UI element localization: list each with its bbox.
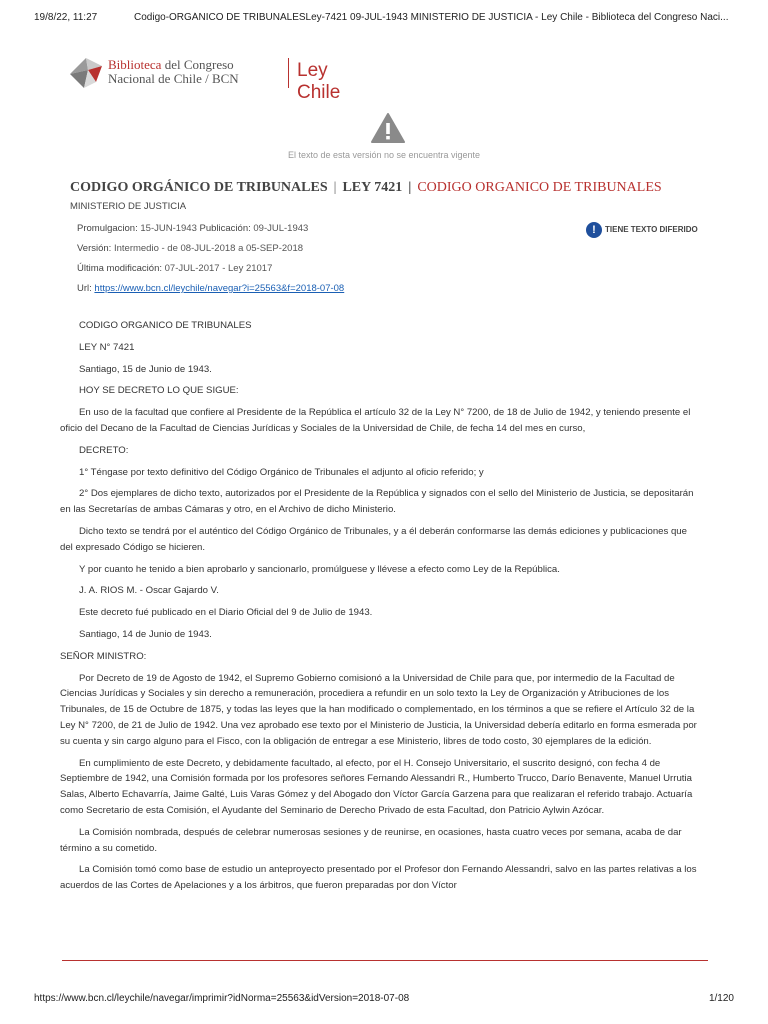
version-row: Versión: Intermedio - de 08-JUL-2018 a 05-SEP-2018 — [77, 243, 304, 254]
body-paragraph: 2° Dos ejemplares de dicho texto, autorizados por el Presidente de la República y signados con el sello del Ministerio de Justicia, se depositarán en las Secretarías de ambas Cámaras y otro, en el Archivo de dicho Ministerio. — [60, 488, 694, 516]
code-title: CODIGO ORGÁNICO DE TRIBUNALES — [70, 180, 328, 195]
bcn-logo[interactable] — [66, 52, 366, 103]
body-paragraph: La Comisión tomó como base de estudio un anteproyecto presentado por el Profesor don Fernando Alessandri, salvo en las partes relativas a los acuerdos de las Cortes de Apelaciones y a los árbitros, que fueron preparadas por don Víctor — [60, 864, 697, 892]
body-paragraph: SEÑOR MINISTRO: — [60, 650, 147, 662]
page-title — [70, 180, 662, 196]
body-paragraph: La Comisión nombrada, después de celebrar numerosas sesiones y de reunirse, en ocasiones, hasta cuatro veces por semana, acaba de dar término a su cometido. — [60, 826, 682, 854]
law-number: LEY 7421 — [342, 180, 403, 195]
logo-divider — [288, 58, 289, 88]
code-subtitle: CODIGO ORGANICO DE TRIBUNALES — [417, 180, 662, 195]
page-number: 1/120 — [708, 993, 734, 1004]
body-paragraph: CODIGO ORGANICO DE TRIBUNALES — [79, 320, 252, 331]
body-paragraph: DECRETO: — [79, 444, 129, 456]
bcn-logo-text: Biblioteca del Congreso Nacional de Chile / BCN — [108, 57, 239, 86]
url-row: Url: https://www.bcn.cl/leychile/navegar?i=25563&f=2018-07-08 — [77, 283, 345, 294]
title-separator-bold: | — [408, 180, 412, 195]
bcn-logo-icon — [66, 52, 106, 92]
body-paragraph: Por Decreto de 19 de Agosto de 1942, el Supremo Gobierno comisionó a la Universidad de Chile para que, por intermedio de la Facultad de Ciencias Jurídicas y Sociales y sin derecho a remuneración, procediera a refundir en un solo texto la Ley de Organización y Atribuciones de los Tribunales, de 15 de Octubre de 1875, y todas las leyes que la han modificado o complementado, en los términos a que se refiere el Artículo 32 de la Ley N° 7200, de 21 de Julio de 1942. Una vez aprobado ese texto por el Ministerio de Justicia, la Universidad debería editarlo en forma esmerada por su cuenta y sin cargo alguno para el Fisco, con la obligación de entregar a ese Ministerio, libres de todo costo, 30 ejemplares de la edición. — [60, 672, 697, 747]
print-header — [34, 12, 744, 23]
body-paragraph: 1° Téngase por texto definitivo del Código Orgánico de Tribunales el adjunto al oficio referido; y — [79, 466, 484, 478]
body-paragraph: HOY SE DECRETO LO QUE SIGUE: — [79, 385, 239, 397]
body-paragraph: Dicho texto se tendrá por el auténtico del Código Orgánico de Tribunales, y a él deberán conformarse las demás ediciones y publicaciones que del expresado Código se hicieren. — [60, 525, 687, 553]
title-separator: | — [333, 180, 337, 195]
exclamation-icon: ! — [586, 222, 602, 238]
print-url: https://www.bcn.cl/leychile/navegar/imprimir?idNorma=25563&idVersion=2018-07-08 — [34, 993, 410, 1004]
norm-metadata — [77, 222, 344, 302]
ley-chile-logo-text: Ley Chile — [297, 60, 341, 103]
body-paragraph: Y por cuanto he tenido a bien aprobarlo y sancionarlo, promúlguese y llévese a efecto como Ley de la República. — [79, 563, 560, 575]
body-paragraph: J. A. RIOS M. - Oscar Gajardo V. — [79, 585, 219, 597]
norm-url-link[interactable]: https://www.bcn.cl/leychile/navegar?i=25563&f=2018-07-08 — [94, 283, 345, 294]
deferred-text-badge[interactable]: ! TIENE TEXTO DIFERIDO — [586, 222, 698, 238]
page-end-rule — [62, 960, 708, 961]
law-body — [60, 318, 700, 900]
body-paragraph: En cumplimiento de este Decreto, y debidamente facultado, al efecto, por el H. Consejo Universitario, el suscrito designó, con fecha 4 de Septiembre de 1942, una Comisión formada por los profesores señores Fernando Alessandri R., Humberto Trucco, Darío Benavente, Manuel Urrutia Salas, Alberto Echavarría, Jaime Galté, Luis Varas Gómez y del Abogado don Víctor García Garzena para que realizaran el referido trabajo. Actuaría como Secretario de esta Comisión, el Ayudante del Seminario de Derecho Privado de esta Facultad, don Patricio Aylwin Azócar. — [60, 757, 693, 816]
body-paragraph: LEY N° 7421 — [79, 341, 135, 353]
body-paragraph: Santiago, 14 de Junio de 1943. — [79, 628, 212, 640]
print-footer — [34, 993, 734, 1004]
promulgation-row: Promulgacion: 15-JUN-1943 Publicación: 09-JUL-1943 — [77, 223, 309, 234]
body-paragraph: Santiago, 15 de Junio de 1943. — [79, 363, 212, 375]
ministry: MINISTERIO DE JUSTICIA — [70, 201, 187, 212]
not-in-force-notice: El texto de esta versión no se encuentra vigente — [287, 150, 481, 160]
last-modification-row: Última modificación: 07-JUL-2017 - Ley 21017 — [77, 263, 273, 274]
warning-icon — [371, 112, 405, 144]
print-datetime: 19/8/22, 11:27 — [34, 12, 98, 23]
body-paragraph: Este decreto fué publicado en el Diario Oficial del 9 de Julio de 1943. — [79, 607, 373, 619]
print-page-title: Codigo-ORGÁNICO DE TRIBUNALESLey-7421 09-JUL-1943 MINISTERIO DE JUSTICIA - Ley Chile - Biblioteca del Congreso Naci... — [134, 12, 729, 23]
body-paragraph: En uso de la facultad que confiere al Presidente de la República el artículo 32 de la Ley N° 7200, de 18 de Julio de 1942, y teniendo presente el oficio del Decano de la Facultad de Ciencias Jurídicas y Sociales de la Universidad de Chile, de fecha 14 del mes en curso, — [60, 407, 691, 434]
